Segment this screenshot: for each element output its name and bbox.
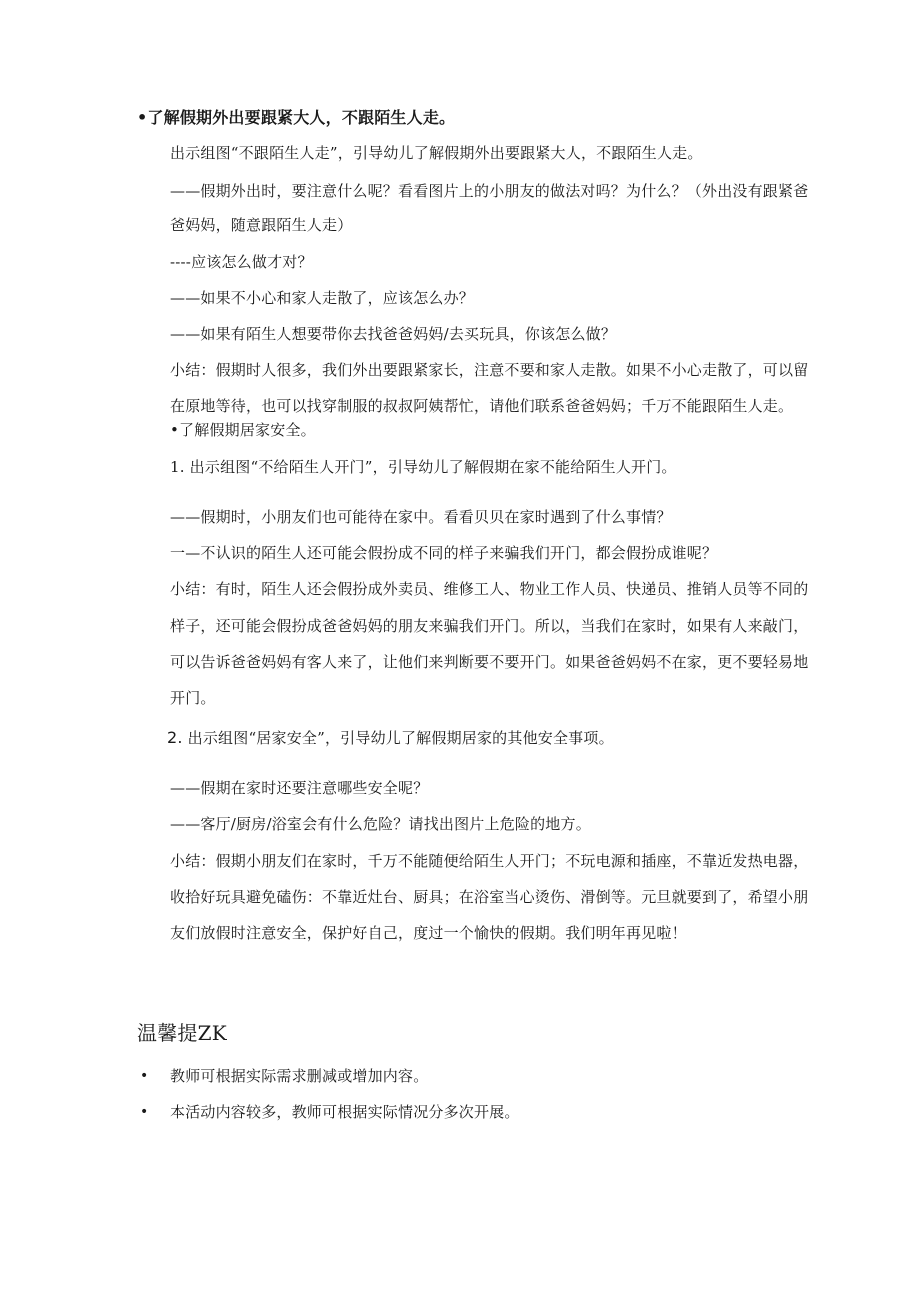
summary-home-line4: 开门。 bbox=[170, 689, 216, 707]
section-heading-home: •了解假期居家安全。 bbox=[170, 421, 316, 439]
question-outing-1-line1: ——假期外出时，要注意什么呢？看看图片上的小朋友的做法对吗？为什么？（外出没有跟紧爸 bbox=[170, 182, 809, 200]
question-outing-4: ——如果有陌生人想要带你去找爸爸妈妈/去买玩具，你该怎么做？ bbox=[170, 325, 617, 343]
list-item-home-2 bbox=[167, 728, 614, 748]
question-home-1: ——假期时，小朋友们也可能待在家中。看看贝贝在家时遇到了什么事情？ bbox=[170, 508, 672, 526]
question-home-3: ——假期在家时还要注意哪些安全呢？ bbox=[170, 779, 429, 797]
summary-outing-line1: 小结：假期时人很多，我们外出要跟紧家长，注意不要和家人走散。如果不小心走散了，可以留 bbox=[170, 361, 809, 379]
summary-home2-line2: 收拾好玩具避免磕伤：不靠近灶台、厨具；在浴室当心烫伤、滑倒等。元旦就要到了，希望小朋 bbox=[170, 888, 809, 906]
section-heading-outing: •了解假期外出要跟紧大人，不跟陌生人走。 bbox=[137, 108, 456, 127]
summary-home-line3: 可以告诉爸爸妈妈有客人来了，让他们来判断要不要开门。如果爸爸妈妈不在家，更不要轻易地 bbox=[170, 653, 809, 671]
summary-home-line1: 小结：有时，陌生人还会假扮成外卖员、维修工人、物业工作人员、快递员、推销人员等不同的 bbox=[170, 580, 809, 598]
summary-home2-line3: 友们放假时注意安全，保护好自己，度过一个愉快的假期。我们明年再见啦！ bbox=[170, 924, 687, 942]
bullet-icon: • bbox=[140, 1104, 149, 1120]
tips-title: 温馨提ZK bbox=[137, 1021, 227, 1045]
question-home-2: 一—不认识的陌生人还可能会假扮成不同的样子来骗我们开门，都会假扮成谁呢？ bbox=[170, 544, 718, 562]
question-outing-3: ——如果不小心和家人走散了，应该怎么办？ bbox=[170, 289, 475, 307]
summary-home2-line1: 小结：假期小朋友们在家时，千万不能随便给陌生人开门；不玩电源和插座，不靠近发热电器， bbox=[170, 852, 809, 870]
bullet-icon: • bbox=[140, 1068, 149, 1084]
summary-home-line2: 样子，还可能会假扮成爸爸妈妈的朋友来骗我们开门。所以，当我们在家时，如果有人来敲门， bbox=[170, 617, 809, 635]
question-outing-2: ----应该怎么做才对？ bbox=[170, 253, 313, 271]
list-item-home-1: 1. 出示组图“不给陌生人开门”，引导幼儿了解假期在家不能给陌生人开门。 bbox=[170, 458, 677, 476]
tips-item-1: 教师可根据实际需求删减或增加内容。 bbox=[170, 1067, 429, 1085]
tips-item-2: 本活动内容较多，教师可根据实际情况分多次开展。 bbox=[170, 1103, 520, 1121]
paragraph-intro-outing: 出示组图“不跟陌生人走”，引导幼儿了解假期外出要跟紧大人，不跟陌生人走。 bbox=[170, 144, 703, 162]
list-number: 2. bbox=[167, 728, 183, 747]
question-home-4: ——客厅/厨房/浴室会有什么危险？请找出图片上危险的地方。 bbox=[170, 815, 591, 833]
question-outing-1-line2: 爸妈妈，随意跟陌生人走） bbox=[170, 216, 353, 234]
list-item-home-2-text: 出示组图“居家安全”，引导幼儿了解假期居家的其他安全事项。 bbox=[187, 729, 614, 747]
summary-outing-line2: 在原地等待，也可以找穿制服的叔叔阿姨帮忙，请他们联系爸爸妈妈；千万不能跟陌生人走。 bbox=[170, 397, 794, 415]
